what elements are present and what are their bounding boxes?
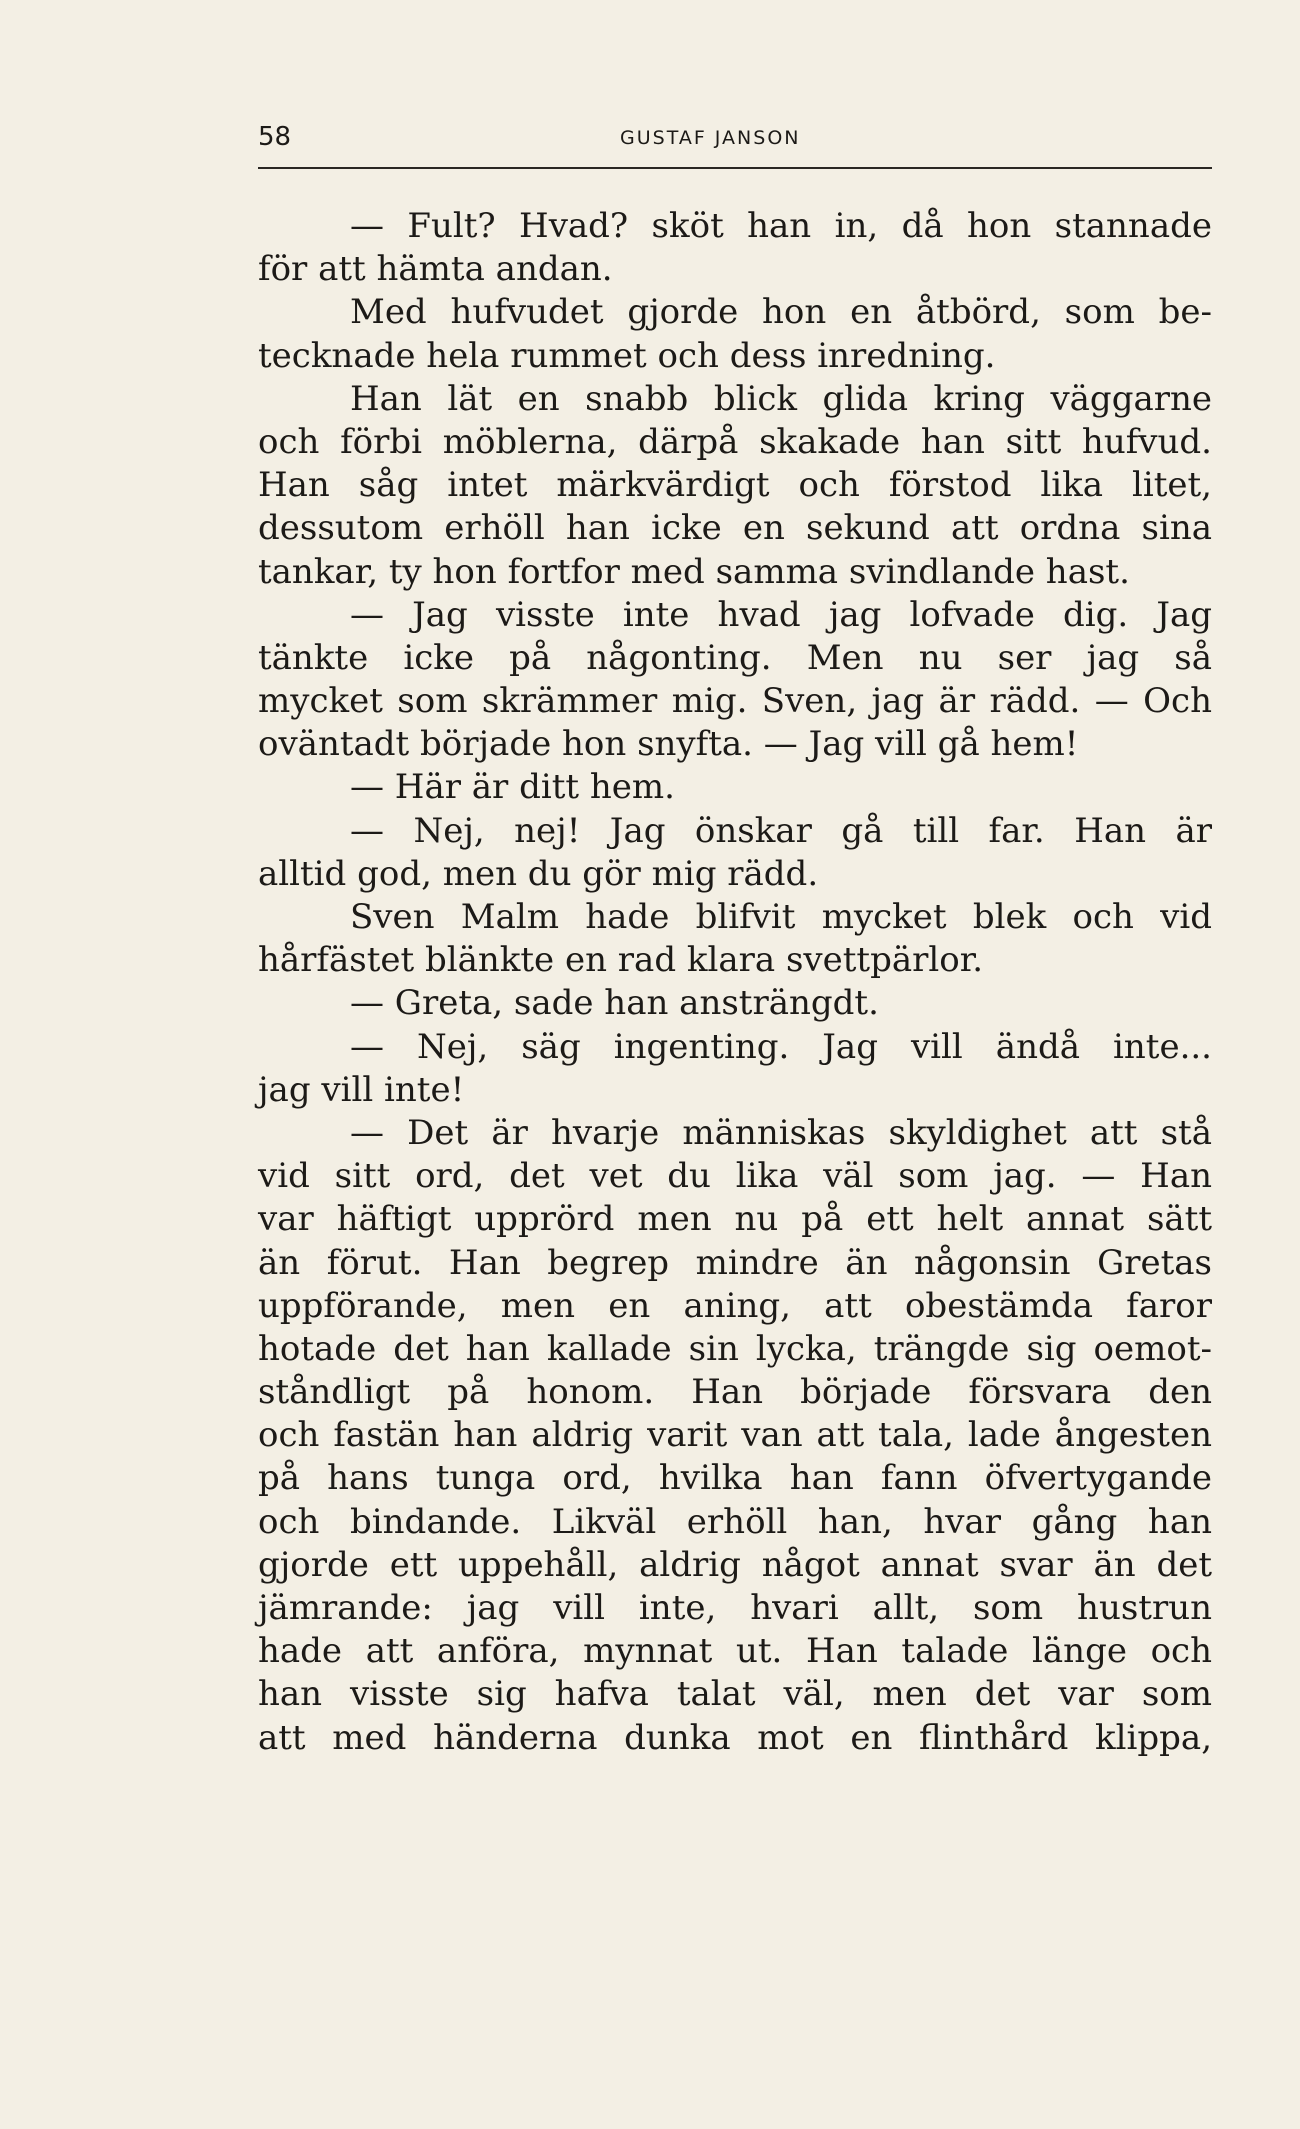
text-line: att med händerna dunka mot en flinthård klippa, [258, 1717, 1212, 1758]
text-line: tänkte icke på någonting. Men nu ser jag så [258, 637, 1212, 678]
text-line: — Det är hvarje människas skyldighet att stå [350, 1112, 1212, 1153]
text-line: oväntadt började hon snyfta. — Jag vill gå hem! [258, 724, 1079, 765]
text-line: på hans tunga ord, hvilka han fann öfvertygande [258, 1458, 1212, 1499]
text-line: och fastän han aldrig varit van att tala, lade ångesten [258, 1415, 1212, 1456]
text-line: — Fult? Hvad? sköt han in, då hon stannade [350, 206, 1212, 246]
text-line: än förut. Han begrep mindre än någonsin Gretas [258, 1242, 1212, 1283]
text-line: alltid god, men du gör mig rädd. [258, 853, 819, 894]
text-line: tecknade hela rummet och dess inredning. [258, 335, 996, 376]
text-line: ståndligt på honom. Han började försvara den [258, 1372, 1212, 1413]
text-line: hade att anföra, mynnat ut. Han talade länge och [258, 1631, 1212, 1672]
text-line: Sven Malm hade blifvit mycket blek och vid [350, 897, 1212, 937]
text-line: Han lät en snabb blick glida kring väggarne [350, 378, 1212, 419]
text-line: dessutom erhöll han icke en sekund att ordna sina [258, 508, 1212, 549]
running-title: GUSTAF JANSON [620, 127, 801, 149]
text-line: hårfästet blänkte en rad klara svettpärlor. [258, 940, 984, 981]
text-line: Med hufvudet gjorde hon en åtbörd, som be- [350, 292, 1212, 333]
text-line: han visste sig hafva talat väl, men det var som [258, 1674, 1212, 1715]
text-line: — Nej, säg ingenting. Jag vill ändå inte... [350, 1026, 1212, 1067]
text-line: vid sitt ord, det vet du lika väl som jag. — Han [258, 1156, 1212, 1197]
text-line: tankar, ty hon fortfor med samma svindlande hast. [258, 551, 1130, 592]
text-line: jag vill inte! [258, 1069, 465, 1110]
text-line: uppförande, men en aning, att obestämda faror [258, 1285, 1212, 1326]
text-line: — Här är ditt hem. [350, 767, 675, 808]
text-line: Han såg intet märkvärdigt och förstod lika litet, [258, 465, 1212, 506]
text-line: — Nej, nej! Jag önskar gå till far. Han är [350, 810, 1212, 851]
text-line: mycket som skrämmer mig. Sven, jag är rädd. — Och [258, 681, 1212, 722]
header-rule [258, 167, 1212, 169]
running-head [258, 118, 1212, 158]
text-line: jämrande: jag vill inte, hvari allt, som hustrun [258, 1588, 1212, 1628]
text-line: — Jag visste inte hvad jag lofvade dig. Jag [350, 594, 1212, 635]
text-line: var häftigt upprörd men nu på ett helt annat sätt [258, 1199, 1212, 1240]
text-line: och bindande. Likväl erhöll han, hvar gång han [258, 1501, 1212, 1542]
page-number: 58 [258, 122, 292, 152]
text-line: — Greta, sade han ansträngdt. [350, 983, 879, 1024]
text-line: för att hämta andan. [258, 249, 613, 290]
text-line: hotade det han kallade sin lycka, trängde sig oemot- [258, 1328, 1212, 1369]
body-text [258, 205, 1212, 1760]
text-line: och förbi möblerna, därpå skakade han sitt hufvud. [258, 421, 1212, 462]
text-line: gjorde ett uppehåll, aldrig något annat svar än det [258, 1544, 1212, 1585]
